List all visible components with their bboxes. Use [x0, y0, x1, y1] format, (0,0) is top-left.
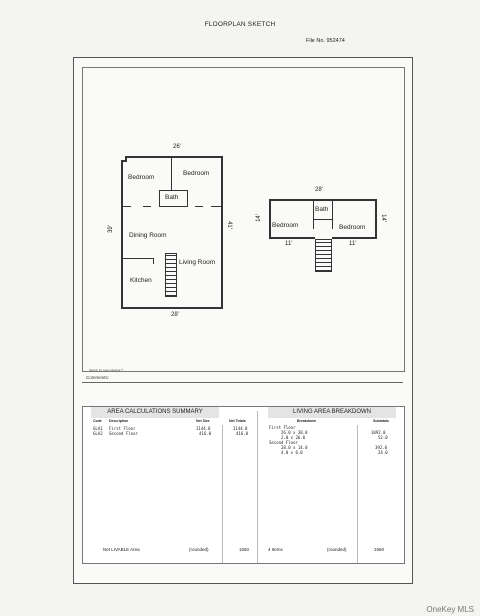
dimension-label: 39' [107, 225, 114, 233]
document-title: FLOORPLAN SKETCH [204, 21, 276, 28]
room-label: Bath [315, 206, 329, 213]
file-number-value: 952474 [326, 38, 345, 44]
rounded-label: (rounded) [327, 547, 347, 552]
file-number-label: File No. [306, 38, 325, 44]
watermark: OneKey MLS [426, 605, 474, 614]
divider [82, 382, 403, 383]
column-header: Breakdown [297, 419, 316, 423]
room-label: Living Room [179, 259, 216, 266]
breakdown-row: 26.0 x 38.0 [281, 430, 308, 435]
comments-label: Comments: [86, 375, 110, 380]
second-floor-stairs [315, 239, 332, 272]
dimension-label: 41' [225, 221, 232, 229]
area-summary-title: AREA CALCULATIONS SUMMARY [91, 407, 219, 418]
table-cell: GLA1 [93, 426, 103, 431]
breakdown-section: First Floor [269, 425, 296, 430]
dimension-label: 11' [285, 241, 293, 247]
column-header: Net Size [196, 419, 210, 423]
table-cell: First Floor [109, 426, 136, 431]
divider [222, 425, 223, 563]
breakdown-row: 2.0 x 26.0 [281, 435, 306, 440]
column-header: Code [93, 419, 102, 423]
divider [357, 425, 358, 563]
second-floor-plan [255, 187, 386, 273]
net-livable-label: Net LIVABLE Area [103, 547, 140, 552]
first-floor-plan [107, 144, 232, 318]
column-header: Net Totals [229, 419, 246, 423]
breakdown-row: 28.0 x 14.0 [281, 445, 308, 450]
dimension-label: 28' [171, 312, 179, 318]
room-label: Bedroom [183, 170, 210, 177]
dimension-label: 14' [379, 214, 386, 222]
table-cell: 416.0 [199, 431, 212, 436]
dimension-label: 11' [349, 241, 357, 247]
breakdown-title: LIVING AREA BREAKDOWN [268, 407, 396, 418]
room-label: Dining Room [129, 232, 167, 239]
rounded-label: (rounded) [189, 547, 209, 552]
breakdown-row: 4.0 x 6.0 [281, 450, 303, 455]
file-number [306, 38, 345, 44]
breakdown-subtotal: 1092.0 [371, 430, 386, 435]
area-calculations [82, 406, 405, 564]
room-label: Bedroom [128, 174, 155, 181]
items-count: 4 Items [268, 547, 283, 552]
breakdown-section: Second Floor [269, 440, 298, 445]
divider [257, 411, 258, 563]
net-livable-total: 1560 [239, 547, 250, 552]
table-cell: Second Floor [109, 431, 138, 436]
room-label: Bedroom [272, 222, 299, 229]
dimension-label: 28' [315, 187, 323, 193]
breakdown-subtotal: 24.0 [378, 450, 388, 455]
table-cell: 1144.0 [233, 426, 248, 431]
column-header: Subtotals [373, 419, 389, 423]
room-label: Bath [165, 194, 179, 201]
table-cell: 416.0 [236, 431, 249, 436]
room-label: Bedroom [339, 224, 366, 231]
breakdown-subtotal: 52.0 [378, 435, 388, 440]
table-cell: GLA2 [93, 431, 103, 436]
sketch-page [73, 57, 413, 584]
first-floor-stairs [165, 253, 177, 297]
dimension-label: 26' [173, 144, 181, 150]
sketch-area [82, 67, 405, 372]
dimension-label: 14' [255, 214, 262, 222]
breakdown-subtotal: 392.0 [375, 445, 388, 450]
breakdown-total: 1560 [374, 547, 385, 552]
sketch-credit: Sketch by Apex Medina™ [89, 368, 124, 372]
column-header: Description [109, 419, 129, 423]
table-cell: 1144.0 [196, 426, 211, 431]
room-label: Kitchen [130, 277, 152, 284]
